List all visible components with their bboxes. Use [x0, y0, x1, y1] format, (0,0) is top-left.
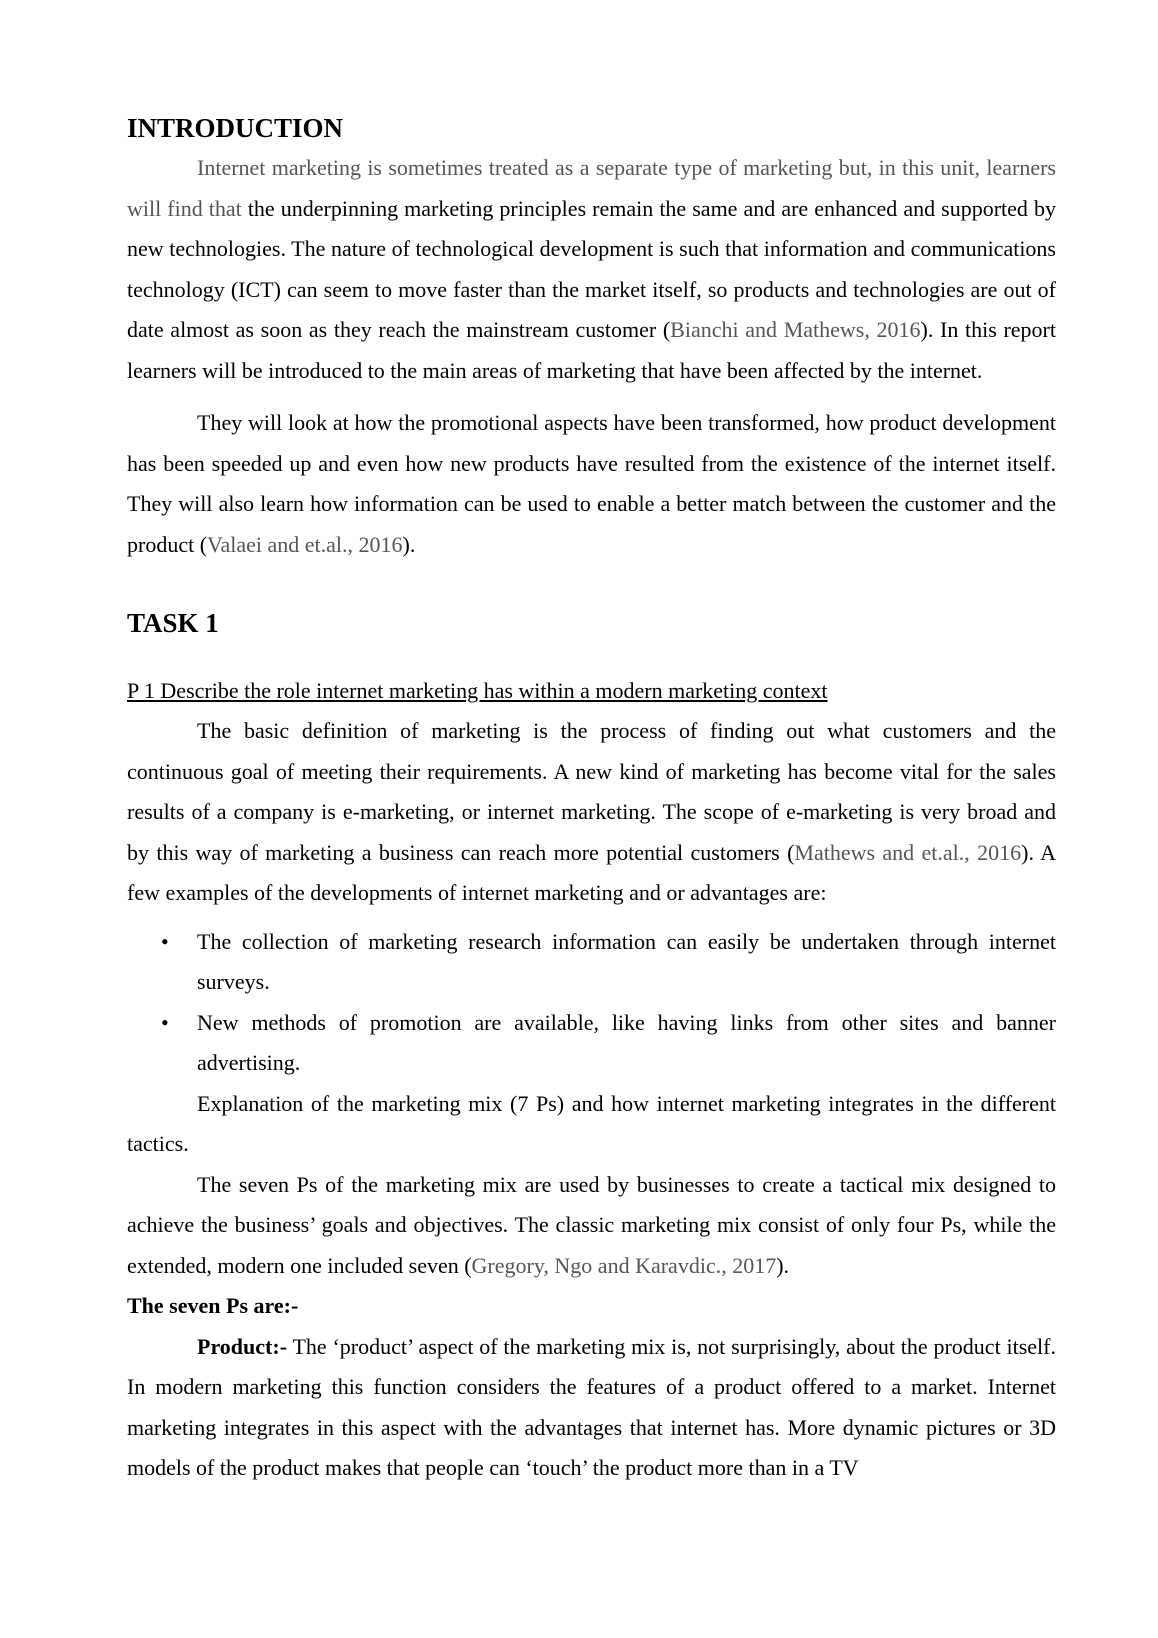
task1-p1-text-a: The basic definition of marketing is the process of finding out what customers and the continuous goal of meeting their requirements. A new kind of marketing has become vital for the sales results of a company is e-marketing, or internet marketing. The scope of e-marketing is very broad and by this way of marketing a business can reach more potential customers (	[127, 718, 1056, 865]
list-item-text: The collection of marketing research information can easily be undertaken through internet surveys.	[197, 928, 1056, 994]
task1-paragraph-1	[127, 711, 1056, 914]
intro-paragraph-1	[127, 148, 1056, 391]
task1-paragraph-2: Explanation of the marketing mix (7 Ps) and how internet marketing integrates in the different tactics.	[127, 1090, 1056, 1156]
task1-p1-text-b: ). A few examples of the developments of internet marketing and or advantages are:	[127, 839, 1056, 905]
advantages-list	[127, 922, 1056, 1084]
list-item-text: New methods of promotion are available, like having links from other sites and banner advertising.	[197, 1009, 1056, 1075]
intro-paragraph-2	[127, 403, 1056, 565]
intro-p1-citation: Bianchi and Mathews, 2016	[670, 317, 921, 342]
intro-p1-text-a: the underpinning marketing principles remain the same and are enhanced and supported by new technologies. The nature of technological development is such that information and communications technology (ICT) can seem to move faster than the market itself, so products and technologies are out of date almost as soon as they reach the mainstream customer (	[127, 195, 1056, 342]
task1-p3-text-a: The seven Ps of the marketing mix are used by businesses to create a tactical mix designed to achieve the business’ goals and objectives. The classic marketing mix consist of only four Ps, while the extended, modern one included seven (	[127, 1171, 1056, 1278]
intro-p2-text-b: ).	[402, 531, 416, 557]
task1-heading: TASK 1	[127, 608, 219, 638]
product-text: The ‘product’ aspect of the marketing mix is, not surprisingly, about the product itself. In modern marketing this function considers the features of a product offered to a market. Internet marketing integrates in this aspect with the advantages that internet has. More dynamic pictures or 3D models of the product makes that people can ‘touch’ the product more than in a TV	[127, 1333, 1056, 1480]
intro-p1-text-b: ). In this report learners will be introduced to the main areas of marketing that have been affected by the internet.	[127, 317, 1056, 383]
product-paragraph	[127, 1327, 1056, 1489]
task1-subheading: P 1 Describe the role internet marketing has within a modern marketing context	[127, 678, 828, 703]
task1-p3-citation: Gregory, Ngo and Karavdic., 2017	[471, 1252, 777, 1278]
product-label: Product:-	[197, 1333, 288, 1359]
list-item	[127, 1003, 1056, 1084]
bullet-icon: •	[161, 928, 169, 954]
bullet-icon: •	[161, 1009, 169, 1035]
list-item	[127, 922, 1056, 1003]
intro-p2-citation: Valaei and et.al., 2016	[207, 531, 403, 557]
intro-p2-text-a: They will look at how the promotional aspects have been transformed, how product development has been speeded up and even how new products have resulted from the existence of the internet itself. They will also learn how information can be used to enable a better match between the customer and the product (	[127, 410, 1056, 557]
introduction-heading: INTRODUCTION	[127, 113, 344, 143]
task1-p1-citation: Mathews and et.al., 2016	[794, 839, 1022, 865]
task1-paragraph-3	[127, 1165, 1056, 1287]
seven-ps-heading: The seven Ps are:-	[127, 1293, 299, 1318]
intro-p1-gray-text: Internet marketing is sometimes treated as a separate type of marketing but, in this unit, learners will find that	[127, 155, 1056, 221]
task1-p3-text-b: ).	[776, 1252, 790, 1278]
